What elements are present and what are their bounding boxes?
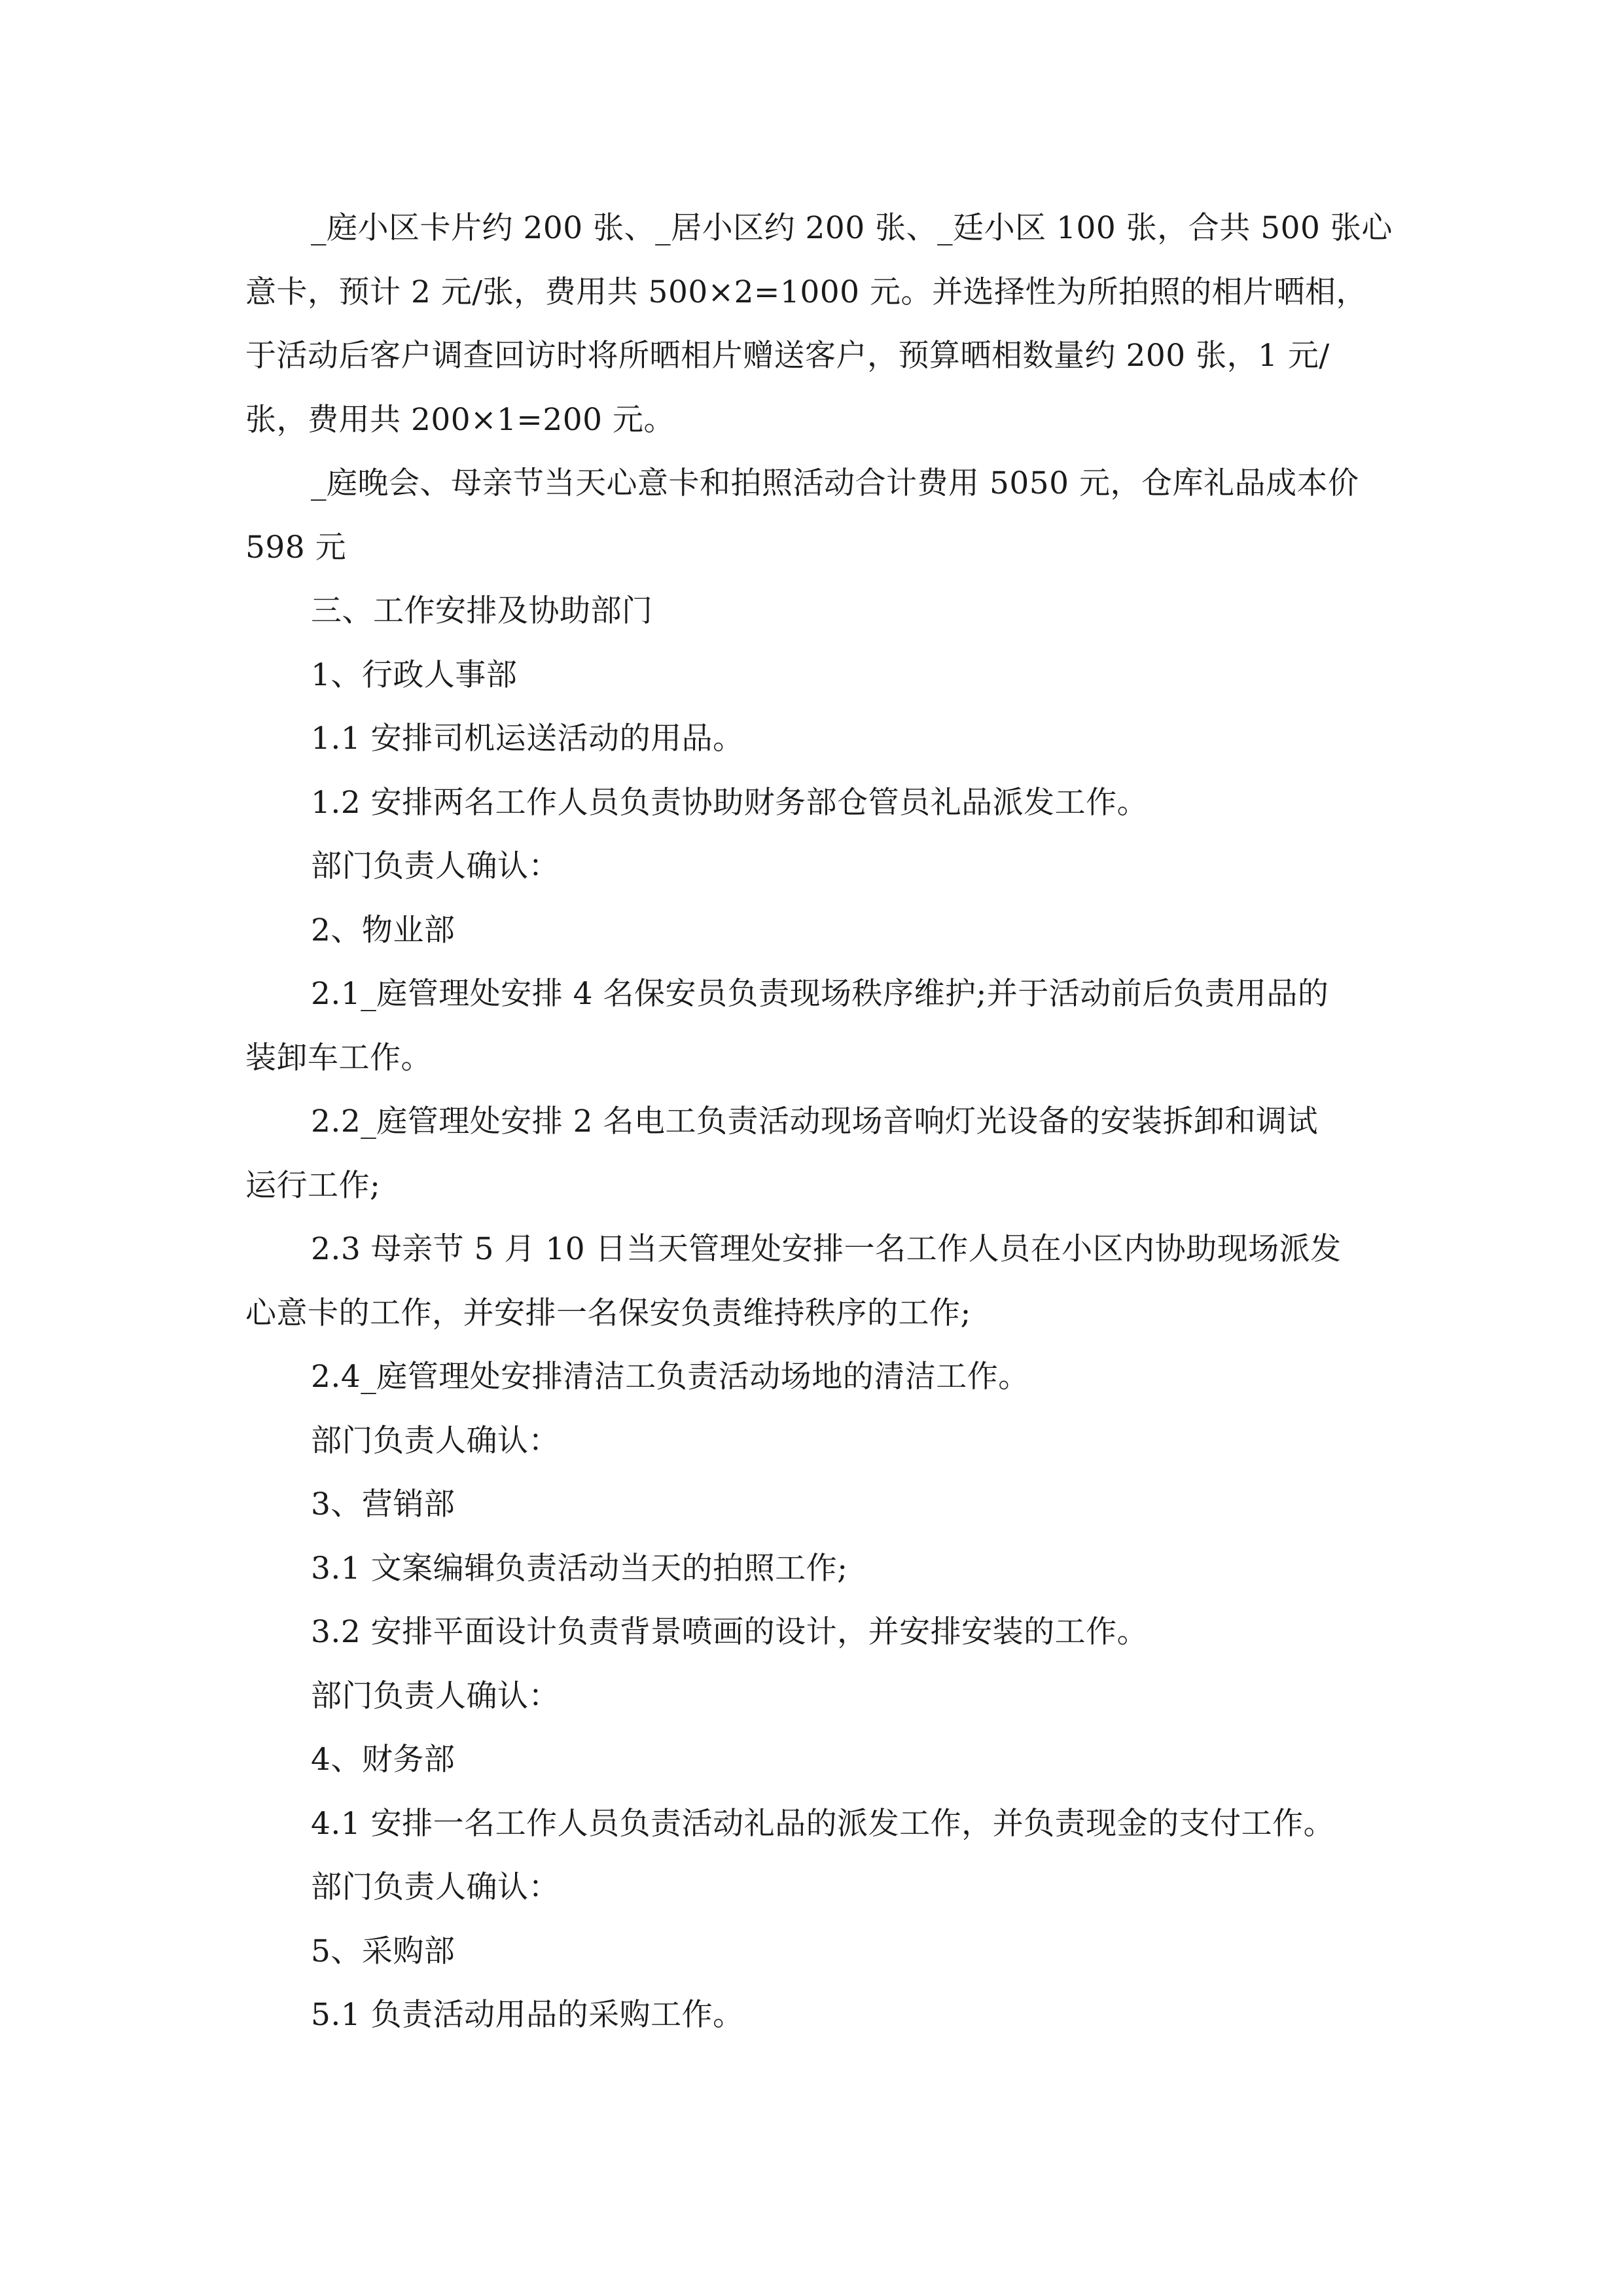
confirmation-line: 部门负责人确认： (311, 1422, 560, 1459)
list-item-continuation: 心意卡的工作，并安排一名保安负责维持秩序的工作; (245, 1295, 971, 1331)
subsection-heading: 1、行政人事部 (311, 656, 518, 693)
subsection-heading: 5、采购部 (311, 1933, 455, 1969)
paragraph-line: 598 元 (245, 529, 347, 565)
list-item-continuation: 运行工作; (245, 1167, 381, 1204)
list-item: 1.1 安排司机运送活动的用品。 (311, 721, 744, 757)
paragraph-line: 于活动后客户调查回访时将所晒相片赠送客户，预算晒相数量约 200 张，1 元/ (245, 338, 1330, 374)
paragraph-line: _庭小区卡片约 200 张、_居小区约 200 张、_廷小区 100 张，合共 500 张心 (311, 210, 1393, 246)
confirmation-line: 部门负责人确认： (311, 1869, 560, 1905)
subsection-heading: 3、营销部 (311, 1486, 455, 1522)
list-item: 5.1 负责活动用品的采购工作。 (311, 1997, 744, 2033)
paragraph-line: 张，费用共 200×1=200 元。 (245, 401, 675, 438)
list-item: 3.2 安排平面设计负责背景喷画的设计，并安排安装的工作。 (311, 1614, 1149, 1650)
list-item: 1.2 安排两名工作人员负责协助财务部仓管员礼品派发工作。 (311, 784, 1149, 821)
confirmation-line: 部门负责人确认： (311, 848, 560, 884)
confirmation-line: 部门负责人确认： (311, 1677, 560, 1714)
paragraph-line: 意卡，预计 2 元/张，费用共 500×2=1000 元。并选择性为所拍照的相片晒相， (245, 274, 1367, 310)
list-item: 2.3 母亲节 5 月 10 日当天管理处安排一名工作人员在小区内协助现场派发 (311, 1231, 1342, 1267)
section-heading: 三、工作安排及协助部门 (311, 593, 653, 629)
list-item: 2.2_庭管理处安排 2 名电工负责活动现场音响灯光设备的安装拆卸和调试 (311, 1103, 1319, 1139)
document-body (245, 196, 1397, 2047)
list-item: 2.1_庭管理处安排 4 名保安员负责现场秩序维护;并于活动前后负责用品的 (311, 976, 1329, 1012)
list-item: 3.1 文案编辑负责活动当天的拍照工作; (311, 1550, 848, 1587)
list-item-continuation: 装卸车工作。 (245, 1039, 432, 1076)
list-item: 4.1 安排一名工作人员负责活动礼品的派发工作，并负责现金的支付工作。 (311, 1805, 1335, 1842)
subsection-heading: 2、物业部 (311, 912, 455, 948)
subsection-heading: 4、财务部 (311, 1742, 455, 1778)
paragraph-line: _庭晚会、母亲节当天心意卡和拍照活动合计费用 5050 元，仓库礼品成本价 (311, 465, 1359, 501)
list-item: 2.4_庭管理处安排清洁工负责活动场地的清洁工作。 (311, 1359, 1029, 1395)
